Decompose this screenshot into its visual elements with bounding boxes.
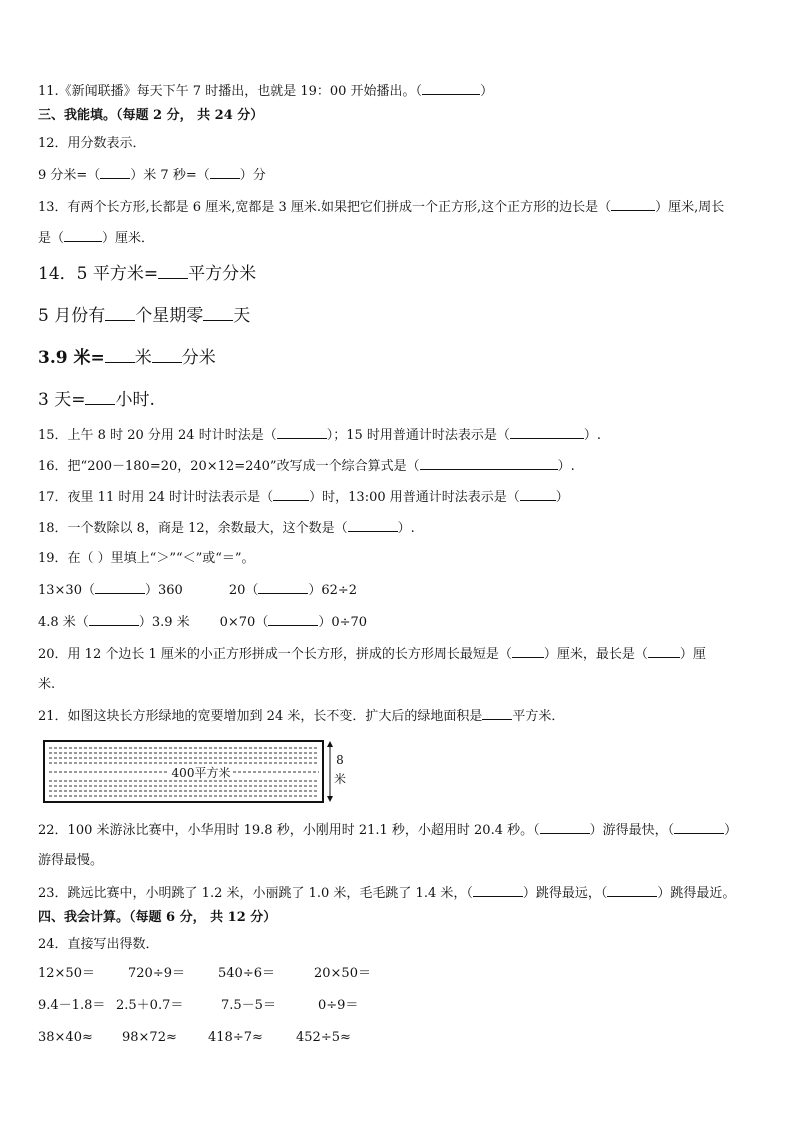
- question-13-line1: [38, 198, 724, 217]
- calc-item: 20×50＝: [314, 966, 371, 981]
- q19-text: 20（: [228, 583, 259, 598]
- calc-item: 452÷5≈: [296, 1030, 351, 1045]
- q15-text: ）.: [583, 428, 602, 443]
- answer-blank[interactable]: [273, 488, 309, 501]
- calc-item: 38×40≈: [38, 1030, 93, 1045]
- arrow-up-icon: [327, 741, 333, 747]
- q14-text: 平方分米: [188, 264, 257, 284]
- q13-text-b: ）厘米,周长: [655, 200, 725, 215]
- q19-text: ）62÷2: [308, 583, 358, 598]
- q17-text: ）时，13:00 用普通计时法表示是（: [309, 490, 520, 505]
- question-22-line2: 游得最慢。: [38, 853, 104, 868]
- q19-text: ）0÷70: [318, 615, 368, 630]
- question-23: [38, 884, 735, 903]
- q11-text: 11.《新闻联播》每天下午 7 时播出，也就是 19：00 开始播出。（: [38, 84, 423, 99]
- q15-text: ）；15 时用普通计时法表示是（: [326, 428, 510, 443]
- calc-item: 12×50＝: [38, 966, 95, 981]
- question-14-line2: [38, 305, 250, 327]
- q22-text: ）游得最快，（: [589, 823, 675, 838]
- q14-text: 小时.: [115, 390, 155, 410]
- answer-blank[interactable]: [520, 488, 556, 501]
- q14-text: 5 月份有: [38, 306, 106, 326]
- q19-text: 13×30（: [38, 583, 95, 598]
- answer-blank[interactable]: [348, 519, 398, 532]
- q20-text: 20．用 12 个边长 1 厘米的小正方形拼成一个长方形，拼成的长方形周长最短是（: [38, 647, 512, 662]
- arrow-down-icon: [327, 796, 333, 802]
- q23-text: ）跳得最近。: [657, 886, 736, 901]
- q14-text: 个星期零: [135, 306, 204, 326]
- question-22-line1: [38, 821, 737, 840]
- q22-text: ）: [724, 823, 738, 838]
- answer-blank[interactable]: [100, 166, 130, 179]
- answer-blank[interactable]: [105, 347, 135, 363]
- calc-item: 2.5＋0.7＝: [116, 998, 184, 1013]
- answer-blank[interactable]: [510, 426, 584, 439]
- calc-item: 0÷9＝: [318, 998, 359, 1013]
- calc-item: 720÷9＝: [128, 966, 185, 981]
- section-4-title: 四、我会计算。（每题 6 分， 共 12 分）: [38, 910, 277, 925]
- answer-blank[interactable]: [420, 457, 558, 470]
- question-24-title: 24．直接写出得数．: [38, 937, 159, 952]
- question-21: [38, 707, 564, 726]
- q14-text: 14．5 平方米=: [38, 264, 159, 284]
- width-label-number: 8: [336, 753, 344, 767]
- answer-blank[interactable]: [268, 613, 318, 626]
- question-17: [38, 488, 569, 507]
- q12-part-c: ）分: [239, 168, 266, 183]
- q12-part-a: 9 分米=（: [38, 168, 101, 183]
- question-18: [38, 519, 415, 538]
- calc-item: 540÷6＝: [218, 966, 275, 981]
- answer-blank[interactable]: [95, 581, 145, 594]
- answer-blank[interactable]: [512, 645, 544, 658]
- width-label-unit: 米: [333, 772, 347, 786]
- section-3-title: 三、我能填。（每题 2 分， 共 24 分）: [38, 108, 264, 123]
- calc-item: 98×72≈: [122, 1030, 177, 1045]
- q14-text: 3.9 米=: [38, 348, 105, 368]
- answer-blank[interactable]: [674, 821, 724, 834]
- q19-text: ）360: [144, 583, 183, 598]
- answer-blank[interactable]: [152, 347, 182, 363]
- question-19-title: 19．在（ ）里填上“＞”“＜”或“＝”。: [38, 551, 255, 566]
- q18-text: ）.: [397, 521, 415, 536]
- q15-text: 15．上午 8 时 20 分用 24 时计时法是（: [38, 428, 277, 443]
- calc-item: 418÷7≈: [208, 1030, 263, 1045]
- q20-text: ）厘: [679, 647, 706, 662]
- answer-blank[interactable]: [648, 645, 680, 658]
- answer-blank[interactable]: [277, 426, 327, 439]
- q19-text: 0×70（: [219, 615, 269, 630]
- q20-text: ）厘米，最长是（: [543, 647, 648, 662]
- answer-blank[interactable]: [540, 821, 590, 834]
- answer-blank[interactable]: [607, 884, 657, 897]
- q14-text: 分米: [181, 348, 216, 368]
- q14-text: 3 天=: [38, 390, 86, 410]
- q12-part-b: ）米 7 秒=（: [130, 168, 210, 183]
- q17-text: ）: [555, 490, 569, 505]
- answer-blank[interactable]: [64, 229, 102, 242]
- question-20-line2: 米.: [38, 677, 56, 692]
- question-19-row1: [38, 581, 357, 600]
- question-14-line1: [38, 263, 256, 285]
- answer-blank[interactable]: [158, 263, 188, 279]
- q21-text: 21．如图这块长方形绿地的宽要增加到 24 米，长不变．扩大后的绿地面积是: [38, 709, 483, 724]
- q16-text: 16．把“200－180=20，20×12=240”改写成一个综合算式是（: [38, 459, 420, 474]
- question-11: [38, 82, 493, 101]
- q21-text: 平方米．: [512, 709, 565, 724]
- question-15: [38, 426, 601, 445]
- area-label: 400平方米: [171, 766, 231, 780]
- q17-text: 17．夜里 11 时用 24 时计时法表示是（: [38, 490, 274, 505]
- answer-blank[interactable]: [422, 82, 480, 95]
- question-19-row2: [38, 613, 367, 632]
- answer-blank[interactable]: [473, 884, 523, 897]
- question-14-line4: [38, 389, 155, 411]
- answer-blank[interactable]: [89, 613, 139, 626]
- answer-blank[interactable]: [210, 166, 240, 179]
- q16-text: ）.: [557, 459, 575, 474]
- question-16: [38, 457, 575, 476]
- q13-text-a: 13．有两个长方形,长都是 6 厘米,宽都是 3 厘米.如果把它们拼成一个正方形,这个正方形的边长是（: [38, 200, 612, 215]
- answer-blank[interactable]: [105, 305, 135, 321]
- answer-blank[interactable]: [611, 198, 655, 211]
- question-20-line1: [38, 645, 706, 664]
- q19-text: 4.8 米（: [38, 615, 89, 630]
- question-12-body: [38, 166, 266, 185]
- q22-text: 22．100 米游泳比赛中，小华用时 19.8 秒，小刚用时 21.1 秒，小超用时 20.4 秒。（: [38, 823, 540, 838]
- rectangle-field-figure: [43, 739, 353, 805]
- question-12-title: 12．用分数表示．: [38, 136, 146, 151]
- q18-text: 18．一个数除以 8，商是 12，余数最大，这个数是（: [38, 521, 348, 536]
- q14-text: 米: [134, 348, 152, 368]
- q23-text: 23．跳远比赛中，小明跳了 1.2 米，小丽跳了 1.0 米，毛毛跳了 1.4 米，（: [38, 886, 473, 901]
- answer-blank[interactable]: [258, 581, 308, 594]
- question-13-line2: [38, 229, 154, 248]
- q13-text-d: ）厘米．: [102, 231, 155, 246]
- q11-end: ）: [480, 84, 494, 99]
- question-14-line3: [38, 347, 216, 369]
- q13-text-c: 是（: [38, 231, 65, 246]
- q23-text: ）跳得最远，（: [522, 886, 608, 901]
- answer-blank[interactable]: [482, 707, 512, 720]
- q19-text: ）3.9 米: [138, 615, 190, 630]
- calc-item: 9.4－1.8＝: [38, 998, 106, 1013]
- q14-text: 天: [233, 306, 251, 326]
- answer-blank[interactable]: [85, 389, 115, 405]
- answer-blank[interactable]: [203, 305, 233, 321]
- calc-item: 7.5－5＝: [221, 998, 276, 1013]
